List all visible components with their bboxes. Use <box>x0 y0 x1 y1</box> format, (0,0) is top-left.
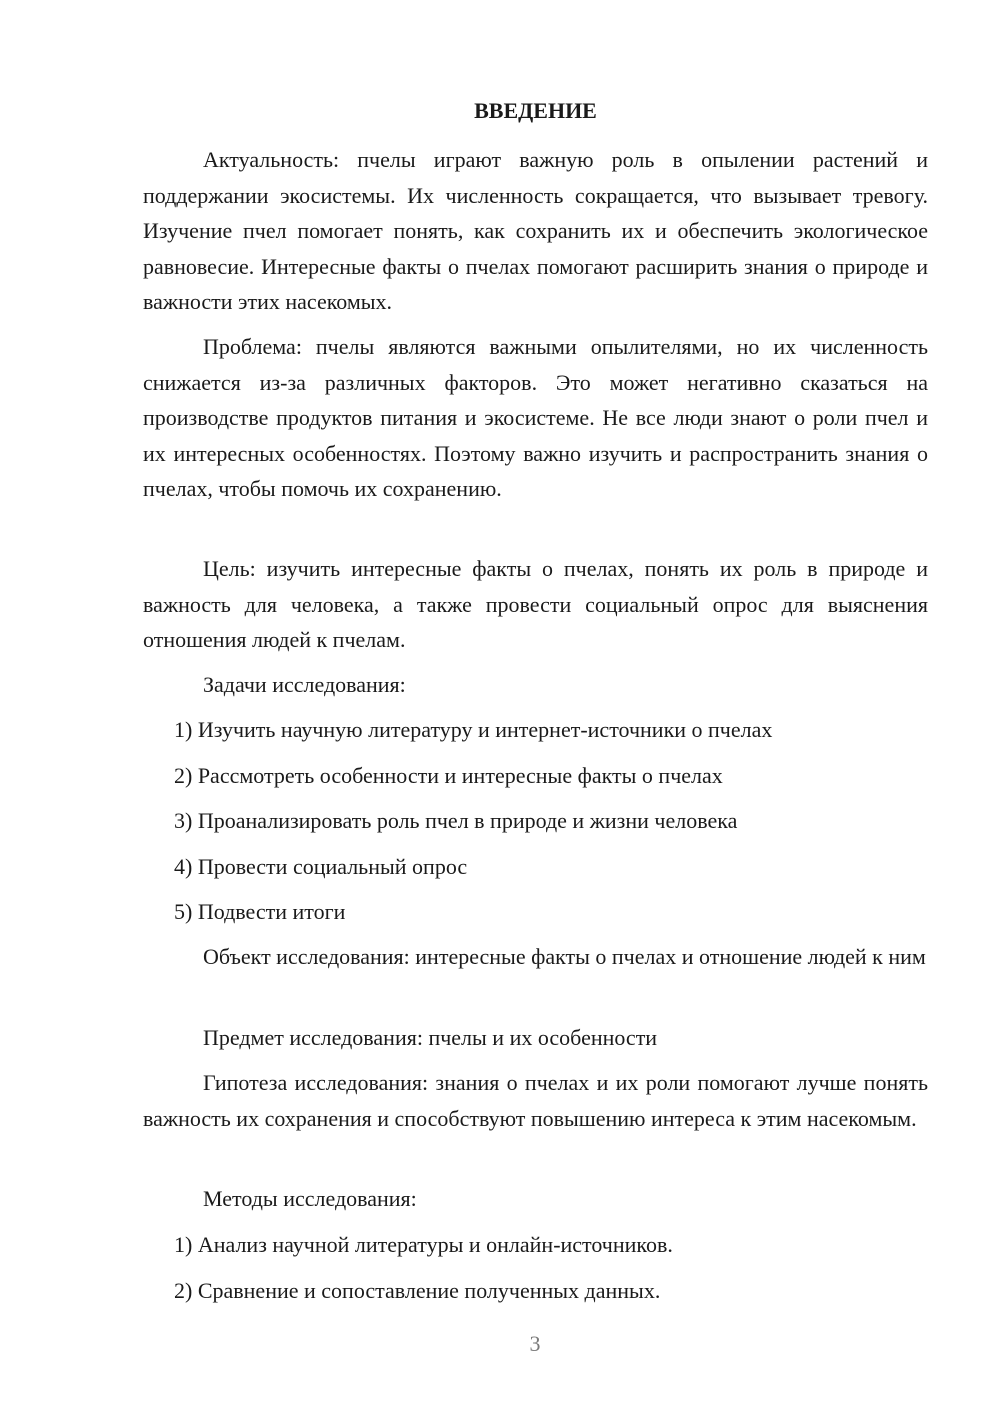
methods-heading-block <box>143 1181 928 1227</box>
subject-paragraph: Предмет исследования: пчелы и их особенности <box>203 1025 658 1050</box>
object-paragraph: Объект исследования: интересные факты о пчелах и отношение людей к ним <box>203 944 926 969</box>
hypothesis-block <box>143 1065 928 1146</box>
goal-block <box>143 551 928 668</box>
list-item: 4) Провести социальный опрос <box>174 853 468 879</box>
methods-list <box>143 1222 928 1313</box>
list-item: 1) Изучить научную литературу и интернет-источники о пчелах <box>174 717 773 742</box>
tasks-list <box>143 707 928 935</box>
problem-block <box>143 329 928 517</box>
tasks-heading: Задачи исследования: <box>203 672 406 697</box>
section-title: ВВЕДЕНИЕ <box>474 98 597 123</box>
relevance-block <box>143 142 928 330</box>
page-number: 3 <box>529 1331 541 1356</box>
subject-block <box>143 1020 928 1066</box>
relevance-paragraph: Актуальность: пчелы играют важную роль в опылении растений и поддержании экосистемы. Их численность сокращается, что вызывает тревогу. Изучение пчел помогает понять, как сохранить их и обеспечить экологическое равновесие. Интересные факты о пчелах помогают расширить знания о природе и важности этих насекомых. <box>143 147 928 314</box>
hypothesis-paragraph: Гипотеза исследования: знания о пчелах и их роли помогают лучше понять важность их сохранения и способствуют повышению интереса к этим насекомым. <box>143 1070 928 1131</box>
goal-paragraph: Цель: изучить интересные факты о пчелах, понять их роль в природе и важность для человека, а также провести социальный опрос для выяснения отношения людей к пчелам. <box>143 556 928 652</box>
tasks-heading-block <box>143 667 928 713</box>
object-block <box>143 939 928 985</box>
problem-paragraph: Проблема: пчелы являются важными опылителями, но их численность снижается из-за различных факторов. Это может негативно сказаться на производстве продуктов питания и экосистеме. Не все люди знают о роли пчел и их интересных особенностях. Поэтому важно изучить и распространить знания о пчелах, чтобы помочь их сохранению. <box>143 334 928 501</box>
list-item: 5) Подвести итоги <box>174 899 346 924</box>
list-item: 3) Проанализировать роль пчел в природе и жизни человека <box>174 808 738 833</box>
list-item: 1) Анализ научной литературы и онлайн-источников. <box>174 1232 673 1257</box>
list-item: 2) Рассмотреть особенности и интересные факты о пчелах <box>174 762 723 788</box>
list-item: 2) Сравнение и сопоставление полученных данных. <box>174 1277 661 1303</box>
methods-heading: Методы исследования: <box>203 1186 417 1211</box>
